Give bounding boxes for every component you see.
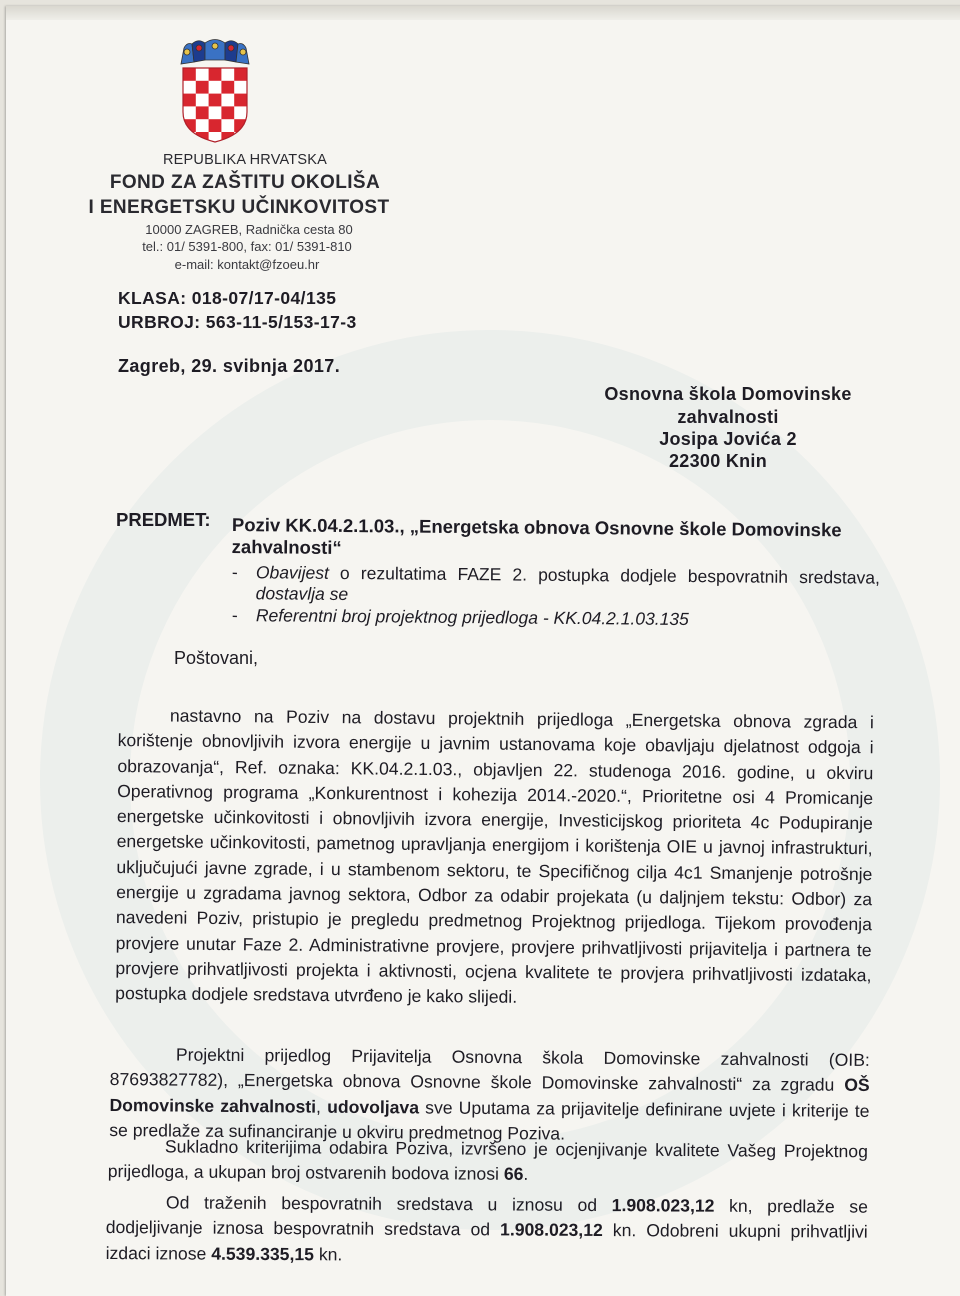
paper-edge — [6, 6, 960, 20]
klasa-reference: KLASA: 018-07/17-04/135 — [118, 288, 337, 308]
body-paragraph-2: Projektni prijedlog Prijavitelja Osnovna škola Domovinske zahvalnosti (OIB: 87693827782), „Energetska obnova Osnovne škole Domovinske zahvalnosti“ za zgradu OŠ Domovinske zahvalnosti, udovoljava sve Uputama za prijavitelje definirane uvjete i kriterije te se predlaže za sufinanciranje u okviru predmetnog Poziva. — [109, 1044, 870, 1144]
subject-item-dash: - — [231, 605, 238, 626]
letterhead-org-line2: I ENERGETSKU UČINKOVITOST — [88, 197, 390, 218]
points-total: 66 — [503, 1164, 524, 1185]
letterhead-address: 10000 ZAGREB, Radnička cesta 80 — [145, 222, 353, 237]
requested-amount: 1.908.023,12 — [611, 1195, 715, 1216]
granted-amount: 1.908.023,12 — [500, 1219, 603, 1241]
letterhead-phone-fax: tel.: 01/ 5391-800, fax: 01/ 5391-810 — [142, 239, 352, 254]
subject-item-text: Obavijest o rezultatima FAZE 2. postupka dodjele bespovratnih sredstava, dostavlja se — [255, 562, 880, 605]
subject-label: PREDMET: — [116, 509, 211, 530]
letterhead-org-line1: FOND ZA ZAŠTITU OKOLIŠA — [109, 172, 381, 193]
croatian-coat-of-arms-icon — [178, 34, 252, 144]
urbroj-reference: URBROJ: 563-11-5/153-17-3 — [118, 312, 357, 332]
body-paragraph-3: Sukladno kriterijima odabira Poziva, izvršeno je ocjenjivanje kvalitete Vašeg Projektnog prijedloga, a ukupan broj ostvarenih bodova iznosi 66. — [107, 1136, 868, 1185]
subject-title: Poziv KK.04.2.1.03., „Energetska obnova Osnovne škole Domovinske zahvalnosti“ — [231, 514, 842, 558]
recipient-city: 22300 Knin — [668, 451, 768, 471]
eligible-costs-amount: 4.539.335,15 — [211, 1243, 315, 1264]
subject-item-notice — [232, 562, 880, 610]
compliance-status: udovoljava — [327, 1096, 420, 1118]
body-paragraph-1: nastavno na Poziv na dostavu projektnih prijedloga „Energetska obnova zgrada i korištenje obnovljivih izvora energije u javnim ustanovama koje obavljaju djelatnost odgoja i obrazovanja“, Ref. oznaka: KK.04.2.1.03., objavljen 22. studenoga 2016. godine, u okviru Operativnog programa „Konkurentnost i kohezija 2014.-2020.“, Prioritetne osi 4 Promicanje energetske učinkovitosti i obnovljivih izvora energije, Investicijskog prioriteta 4c Podupiranje energetske učinkovitosti, pametnog upravljanja energijom i korištenja OIE u javnoj infrastrukturi, uključujući javne zgrade, i u stambenom sektoru, te Specifičnog cilja 4c1 Smanjenje potrošnje energije u zgradama javnog sektora, Odbor za odabir projekata (u daljnjem tekstu: Odbor) za navedeni Poziv, pristupio je pregledu predmetnog Projektnog prijedloga. Tijekom provođenja provjere unutar Faze 2. Administrativne provjere, provjere prihvatljivosti prijavitelja i partnera te provjere prihvatljivosti projekta i aktivnosti, ocjena kvalitete te provjera prihvatljivosti izdataka, postupka dodjele sredstava utvrđeno je kako slijedi. — [115, 705, 874, 1008]
recipient-line1: Osnovna škola Domovinske — [604, 384, 852, 404]
body-paragraph-4: Od traženih bespovratnih sredstava u iznosu od 1.908.023,12 kn, predlaže se dodjeljivanje iznosa bespovratnih sredstava od 1.908.023,12 kn. Odobreni ukupni prihvatljivi izdaci iznose 4.539.335,15 kn. — [105, 1192, 868, 1265]
recipient-street: Josipa Jovića 2 — [659, 429, 797, 449]
recipient-line2: zahvalnosti — [677, 407, 779, 427]
building-name: OŠ Domovinske zahvalnosti — [109, 1075, 870, 1117]
letterhead-email: e-mail: kontakt@fzoeu.hr — [174, 257, 320, 272]
letter-date: Zagreb, 29. svibnja 2017. — [118, 356, 341, 376]
greeting: Poštovani, — [174, 648, 259, 668]
letterhead-country: REPUBLIKA HRVATSKA — [163, 152, 327, 168]
subject-item-dash: - — [231, 562, 238, 583]
subject-item-text: Referentni broj projektnog prijedloga - KK.04.2.1.03.135 — [255, 605, 689, 629]
